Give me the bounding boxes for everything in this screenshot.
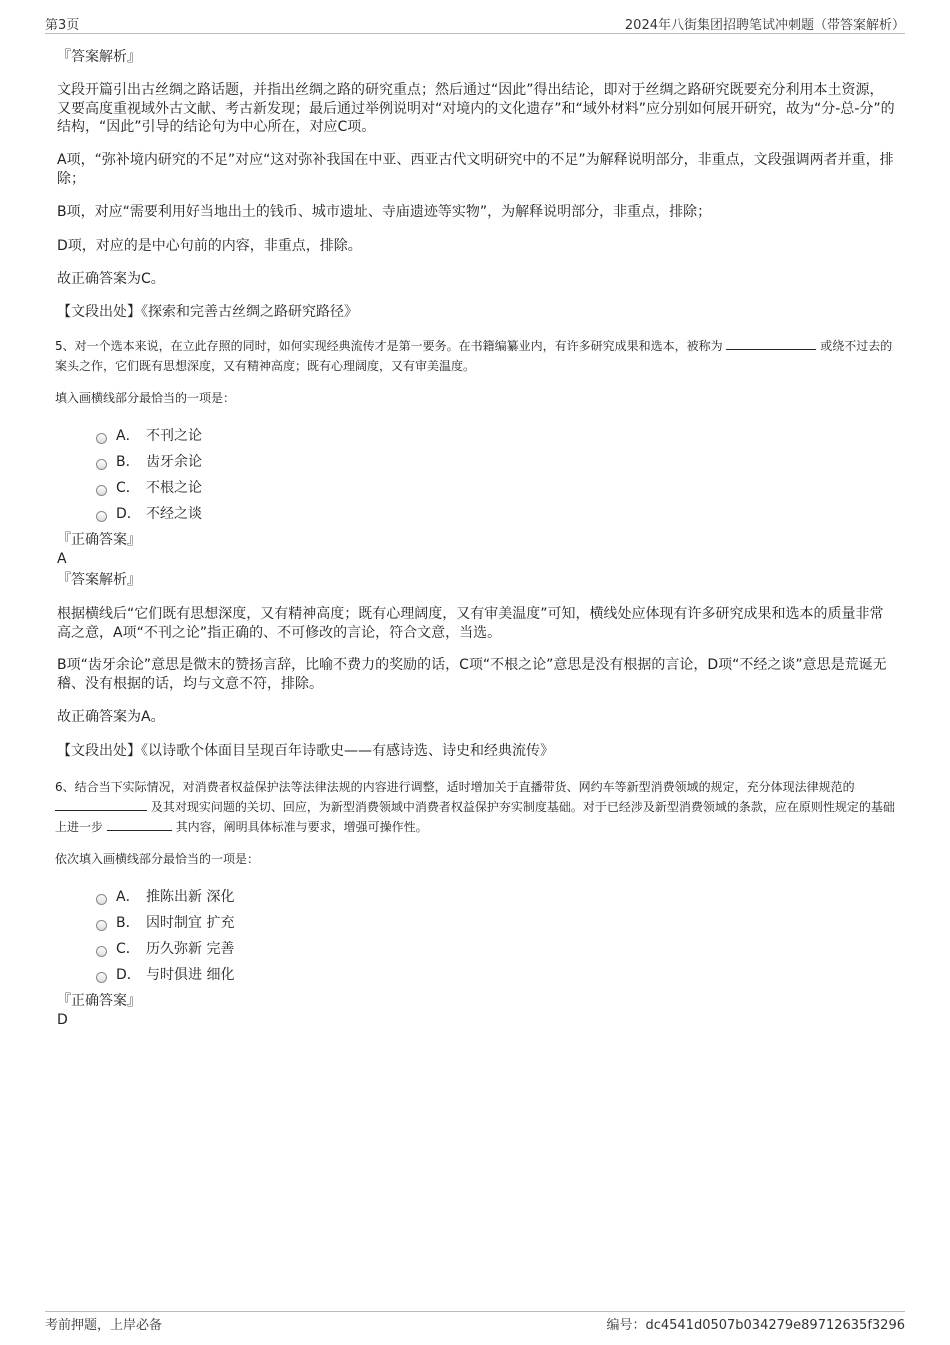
analysis-paragraph: B项，对应“需要利用好当地出土的钱币、城市遗址、寺庙遗迹等实物”，为解释说明部分，非重点，排除； <box>57 204 712 220</box>
analysis-paragraph: A项，“弥补境内研究的不足”对应“这对弥补我国在中亚、西亚古代文明研究中的不足”为解释说明部分，非重点，文段强调两者并重，排除； <box>57 152 894 187</box>
page-number: 第3页 <box>45 18 80 33</box>
option-d[interactable]: D． 与时俱进 细化 <box>96 964 234 984</box>
question-prompt: 填入画横线部分最恰当的一项是： <box>55 391 236 405</box>
document-title: 2024年八街集团招聘笔试冲刺题（带答案解析） <box>624 18 905 33</box>
conclusion: 故正确答案为C。 <box>57 271 165 287</box>
document-id: 编号：dc4541d0507b034279e89712635f3296 <box>606 1318 905 1333</box>
option-a[interactable]: A． 推陈出新 深化 <box>96 886 234 906</box>
option-c[interactable]: C． 不根之论 <box>96 477 202 497</box>
radio-icon[interactable] <box>96 894 107 905</box>
answer-label: 『正确答案』 <box>57 993 141 1009</box>
source: 【文段出处】《以诗歌个体面目呈现百年诗歌史——有感诗选、诗史和经典流传》 <box>57 743 554 759</box>
radio-icon[interactable] <box>96 972 107 983</box>
option-d[interactable]: D． 不经之谈 <box>96 503 202 523</box>
fill-blank <box>726 337 816 350</box>
question-text: 其内容，阐明具体标准与要求，增强可操作性。 <box>175 820 428 834</box>
question-text: 6、结合当下实际情况，对消费者权益保护法等法律法规的内容进行调整，适时增加关于直播带货、网约车等新型消费领域的规定，充分体现法律规范的 <box>55 780 855 794</box>
question-5-text <box>55 336 900 376</box>
analysis-paragraph: 根据横线后“它们既有思想深度，又有精神高度；既有心理阔度，又有审美温度”可知，横线处应体现有许多研究成果和选本的质量非常高之意，A项“不刊之论”指正确的、不可修改的言论，符合文意，当选。 <box>57 606 884 641</box>
analysis-label: 『答案解析』 <box>57 49 141 65</box>
footer-divider <box>45 1311 905 1312</box>
radio-icon[interactable] <box>96 946 107 957</box>
analysis-label: 『答案解析』 <box>57 572 141 588</box>
option-b[interactable]: B． 齿牙余论 <box>96 451 202 471</box>
conclusion: 故正确答案为A。 <box>57 709 165 725</box>
question-6-text <box>55 777 900 837</box>
radio-icon[interactable] <box>96 433 107 444</box>
answer-label: 『正确答案』 <box>57 532 141 548</box>
analysis-paragraph: B项“齿牙余论”意思是微末的赞扬言辞，比喻不费力的奖励的话，C项“不根之论”意思是没有根据的言论，D项“不经之谈”意思是荒诞无稽、没有根据的话，均与文意不符，排除。 <box>57 657 887 692</box>
question-prompt: 依次填入画横线部分最恰当的一项是： <box>55 852 260 866</box>
analysis-paragraph: 文段开篇引出古丝绸之路话题，并指出丝绸之路的研究重点；然后通过“因此”得出结论，即对于丝绸之路研究既要充分利用本土资源，又要高度重视域外古文献、考古新发现；最后通过举例说明对“对境内的文化遗存”和“域外材料”应分别如何展开研究，故为“分-总-分”的结构，“因此”引导的结论句为中心所在，对应C项。 <box>57 82 895 135</box>
radio-icon[interactable] <box>96 511 107 522</box>
radio-icon[interactable] <box>96 920 107 931</box>
fill-blank <box>55 798 147 811</box>
answer-value: D <box>57 1012 68 1028</box>
radio-icon[interactable] <box>96 459 107 470</box>
option-b[interactable]: B． 因时制宜 扩充 <box>96 912 234 932</box>
analysis-paragraph: D项，对应的是中心句前的内容，非重点，排除。 <box>57 238 362 254</box>
option-a[interactable]: A． 不刊之论 <box>96 425 202 445</box>
fill-blank <box>107 818 172 831</box>
radio-icon[interactable] <box>96 485 107 496</box>
header-divider <box>45 33 905 34</box>
question-text: 或绕不过去的案头之作，它们既有思想深度，又有精神高度；既有心理阔度，又有审美温度。 <box>55 339 893 373</box>
question-text: 5、对一个选本来说，在立此存照的同时，如何实现经典流传才是第一要务。在书籍编纂业内，有许多研究成果和选本，被称为 <box>55 339 723 353</box>
answer-value: A <box>57 551 67 567</box>
footer-slogan: 考前押题，上岸必备 <box>45 1318 163 1333</box>
option-c[interactable]: C． 历久弥新 完善 <box>96 938 234 958</box>
question-text: 及其对现实问题的关切、回应，为新型消费领域中消费者权益保护夯实制度基础。对于已经涉及新型消费领域的条款，应在原则性规定的基础上进一步 <box>55 800 895 834</box>
source: 【文段出处】《探索和完善古丝绸之路研究路径》 <box>57 304 358 320</box>
